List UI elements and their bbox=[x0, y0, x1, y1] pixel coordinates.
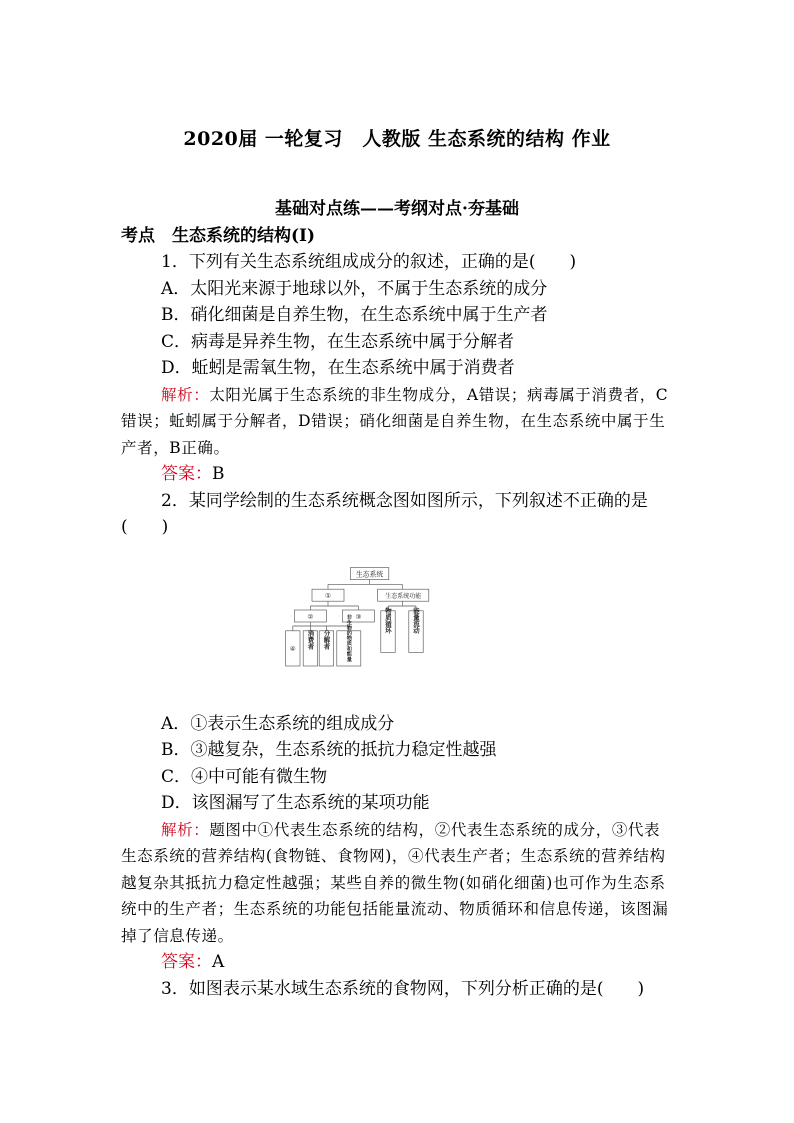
q2-answer-label: 答案： bbox=[161, 952, 212, 972]
q1-option-b: B．硝化细菌是自养生物，在生态系统中属于生产者 bbox=[161, 305, 548, 325]
section-heading: 基础对点练——考纲对点·夯基础 bbox=[275, 199, 519, 219]
q1-option-a: A．太阳光来源于地球以外，不属于生态系统的成分 bbox=[161, 278, 548, 299]
concept-map-figure bbox=[121, 551, 673, 701]
q1-answer-value: B bbox=[212, 464, 225, 484]
q1-option-c: C．病毒是异养生物，在生态系统中属于分解者 bbox=[161, 331, 515, 352]
label-root: 生态系统 bbox=[356, 569, 384, 578]
q2-analysis bbox=[121, 817, 673, 950]
q2-option-b: B．③越复杂，生态系统的抵抗力稳定性越强 bbox=[161, 740, 497, 760]
topic-heading: 考点 生态系统的结构(Ⅰ) bbox=[121, 225, 316, 246]
q2-answer-value: A bbox=[212, 952, 225, 972]
label-abiotic: 非生物的物质和能量 bbox=[345, 614, 352, 661]
q1-analysis bbox=[121, 382, 673, 462]
q1-analysis-label: 解析： bbox=[161, 385, 210, 404]
q2-stem: 2．某同学绘制的生态系统概念图如图所示，下列叙述不正确的是( ) bbox=[121, 490, 648, 537]
q1-answer bbox=[121, 461, 673, 488]
q2-answer bbox=[121, 949, 673, 976]
label-2: ② bbox=[307, 612, 314, 621]
label-1: ① bbox=[324, 591, 332, 600]
q1-answer-label: 答案： bbox=[161, 464, 212, 484]
q2-option-c: C．④中可能有微生物 bbox=[161, 766, 328, 787]
q1-stem: 1．下列有关生态系统组成成分的叙述，正确的是( ) bbox=[161, 252, 577, 272]
q1-option-d: D．蚯蚓是需氧生物，在生态系统中属于消费者 bbox=[161, 358, 515, 378]
label-4: ④ bbox=[289, 644, 296, 653]
q2-analysis-label: 解析： bbox=[161, 820, 210, 839]
label-consumer: 消费者 bbox=[306, 629, 315, 649]
label-cycle: 物质循环 bbox=[384, 607, 392, 633]
document-title: 2020届 一轮复习 人教版 生态系统的结构 作业 bbox=[183, 128, 611, 150]
content bbox=[121, 196, 673, 1002]
label-3: ③ bbox=[355, 612, 362, 621]
q2-analysis-text: 题图中①代表生态系统的结构，②代表生态系统的成分，③代表生态系统的营养结构(食物链、食物网)，④代表生产者；生态系统的营养结构越复杂其抵抗力稳定性越强；某些自养的微生物(如硝化细菌)也可作为生态系统中的生产者；生态系统的功能包括能量流动、物质循环和信息传递，该图漏掉了信息传递。 bbox=[121, 820, 669, 945]
label-function: 生态系统功能 bbox=[385, 592, 422, 600]
label-decomposer: 分解者 bbox=[322, 629, 331, 649]
label-flow: 能量流动 bbox=[412, 607, 420, 633]
q2-option-a: A．①表示生态系统的组成成分 bbox=[161, 713, 395, 734]
q3-stem: 3．如图表示某水域生态系统的食物网，下列分析正确的是( ) bbox=[161, 978, 645, 999]
q1-analysis-text: 太阳光属于生态系统的非生物成分，A错误；病毒属于消费者，C错误；蚯蚓属于分解者，D错误；硝化细菌是自养生物，在生态系统中属于生产者，B正确。 bbox=[121, 385, 669, 457]
q2-option-d: D．该图漏写了生态系统的某项功能 bbox=[161, 793, 430, 813]
concept-map-full bbox=[289, 551, 432, 701]
